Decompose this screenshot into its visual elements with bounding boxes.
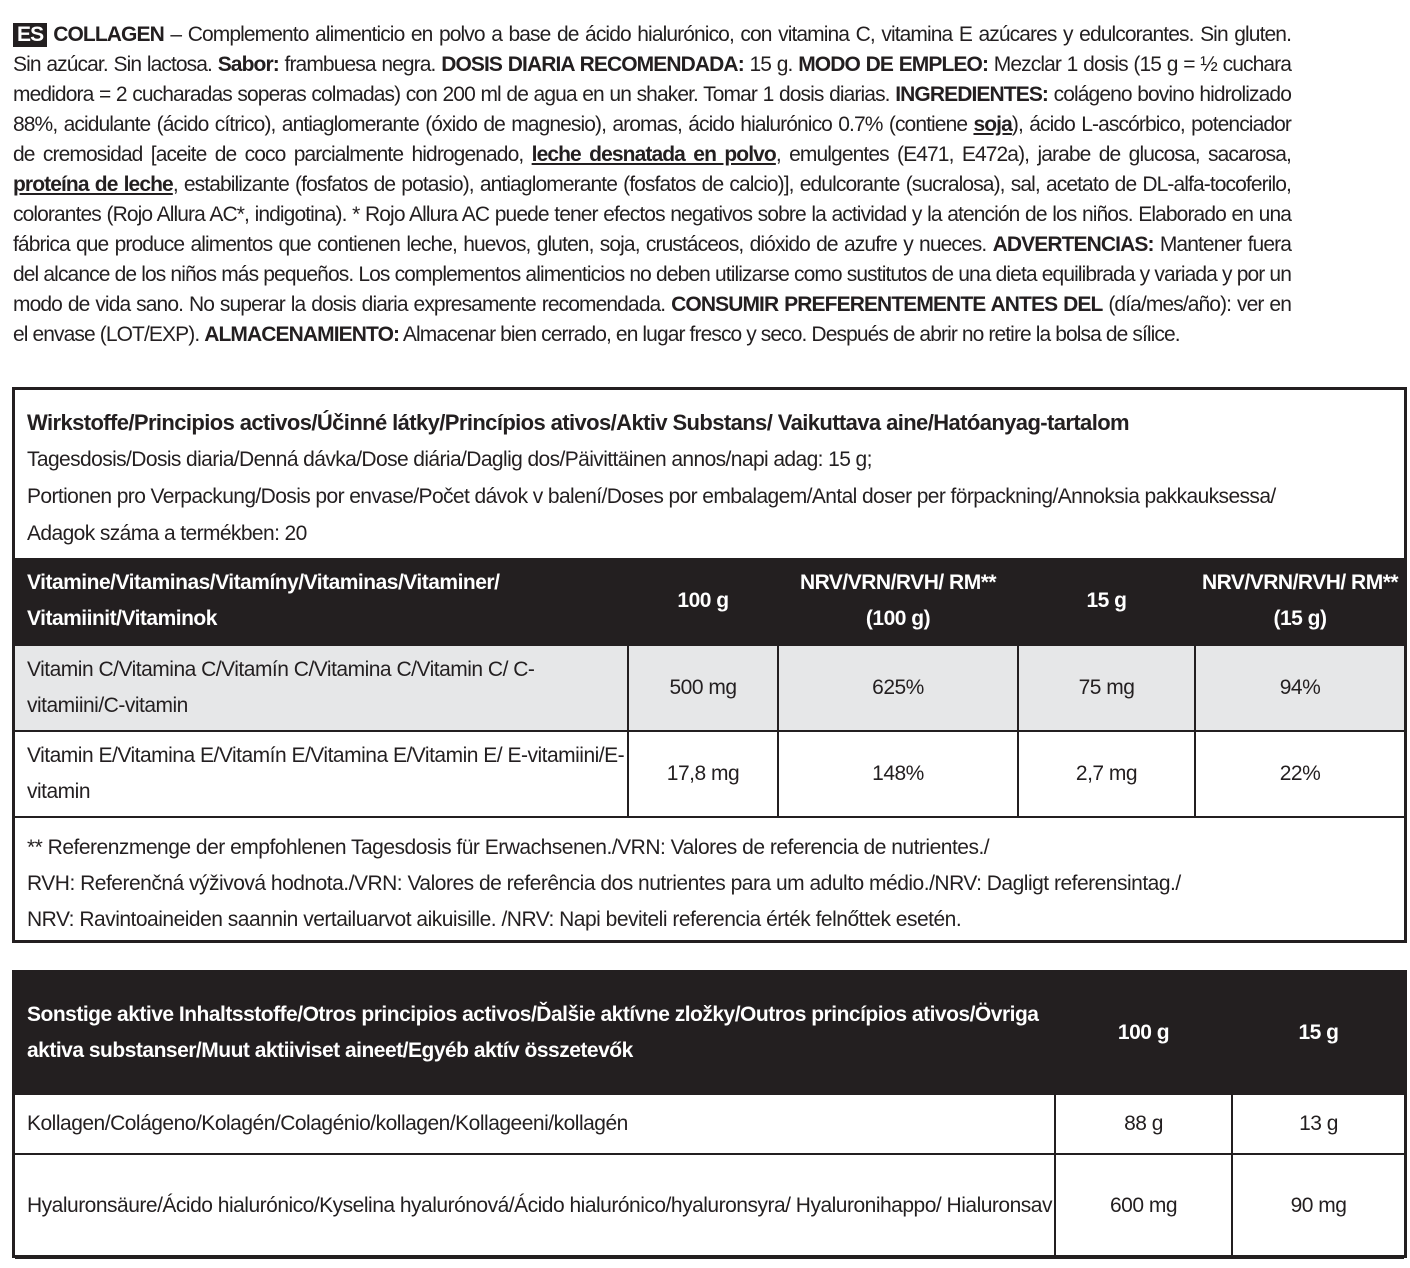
column-header: 15 g: [1018, 558, 1195, 645]
column-header: Vitamine/Vitaminas/Vitamíny/Vitaminas/Vitaminer/ Vitamiinit/Vitaminok: [15, 558, 628, 645]
allergen-milk-powder: leche desnatada en polvo: [531, 143, 776, 166]
allergen-milk-protein: proteína de leche: [13, 173, 173, 196]
vitamins-table: [15, 558, 1404, 818]
table-cell: 22%: [1195, 731, 1404, 817]
best-before-text: (día/mes/año): ver en el envase (LOT/EXP).: [13, 293, 1291, 346]
table-cell: 600 mg: [1055, 1154, 1232, 1258]
footnote-line: ** Referenzmenge der empfohlenen Tagesdosis für Erwachsenen./VRN: Valores de referencia de nutrientes./: [27, 836, 990, 859]
warnings-label: ADVERTENCIAS:: [992, 233, 1154, 256]
product-description: [13, 20, 1291, 350]
ingredients-text: , emulgentes (E471, E472a), jarabe de glucosa, sacarosa,: [775, 143, 1291, 166]
product-name: COLLAGEN: [53, 23, 164, 46]
column-header: 100 g: [628, 558, 778, 645]
table-header-row: [15, 558, 1404, 645]
table-cell: 500 mg: [628, 645, 778, 731]
best-before-label: CONSUMIR PREFERENTEMENTE ANTES DEL: [671, 293, 1103, 316]
column-header: 15 g: [1232, 973, 1404, 1094]
nutrient-name: Vitamin C/Vitamina C/Vitamín C/Vitamina C/Vitamin C/ C-vitamiini/C-vitamin: [15, 645, 628, 731]
table-cell: 90 mg: [1232, 1154, 1404, 1258]
table-row: [15, 645, 1404, 731]
storage-text: Almacenar bien cerrado, en lugar fresco y seco. Después de abrir no retire la bolsa de sílice.: [399, 323, 1180, 346]
table-row: [15, 1094, 1404, 1154]
table-cell: 625%: [778, 645, 1018, 731]
table-cell: 75 mg: [1018, 645, 1195, 731]
storage-label: ALMACENAMIENTO:: [204, 323, 400, 346]
column-header: NRV/VRN/RVH/ RM** (100 g): [778, 558, 1018, 645]
usage-label: MODO DE EMPLEO:: [798, 53, 989, 76]
footnote-block: [15, 818, 1404, 950]
ingredients-text: , estabilizante (fosfatos de potasio), antiaglomerante (fosfatos de calcio)], edulcorante (sucralosa), sal, acetato de DL-alfa-tocoferilo, colorantes (Rojo Allura AC*, indigotina). * Rojo Allura AC puede tener efectos negativos sobre la actividad y la atención de los niños. Elaborado en una fábrica que produce alimentos que contienen leche, huevos, gluten, soja, crustáceos, dióxido de azufre y nueces.: [13, 173, 1291, 256]
ingredient-name: Kollagen/Colágeno/Kolagén/Colagénio/kollagen/Kollageeni/kollagén: [15, 1094, 1055, 1154]
table-cell: 94%: [1195, 645, 1404, 731]
column-header: Sonstige aktive Inhaltsstoffe/Otros principios activos/Ďalšie aktívne zložky/Outros princípios ativos/Övriga aktiva substanser/Muut aktiiviset aineet/Egyéb aktív összetevők: [15, 973, 1055, 1094]
footnote-line: NRV: Ravintoaineiden saannin vertailuarvot aikuisille. /NRV: Napi beviteli referencia érték felnőttek esetén.: [27, 908, 962, 931]
table-row: [15, 731, 1404, 817]
dose-text: 15 g.: [743, 53, 799, 76]
table-cell: 2,7 mg: [1018, 731, 1195, 817]
active-ingredients-box: [12, 387, 1407, 943]
flavor-text: frambuesa negra.: [278, 53, 442, 76]
dose-label: DOSIS DIARIA RECOMENDADA:: [441, 53, 744, 76]
ingredient-name: Hyaluronsäure/Ácido hialurónico/Kyselina hyalurónová/Ácido hialurónico/hyaluronsyra/ Hyaluronihappo/ Hialuronsav: [15, 1154, 1055, 1258]
table-cell: 148%: [778, 731, 1018, 817]
description-text: – Complemento alimenticio en polvo a base de ácido hialurónico, con vitamina C, vitamina E azúcares y edulcorantes. Sin gluten. Sin azúcar. Sin lactosa.: [13, 23, 1291, 76]
nutrient-name: Vitamin E/Vitamina E/Vitamín E/Vitamina E/Vitamin E/ E-vitamiini/E-vitamin: [15, 731, 628, 817]
column-header: NRV/VRN/RVH/ RM** (15 g): [1195, 558, 1404, 645]
daily-dose-line: Tagesdosis/Dosis diaria/Denná dávka/Dose diária/Daglig dos/Päivittäinen annos/napi adag: 15 g;: [27, 448, 872, 471]
language-badge: ES: [13, 23, 47, 47]
table-cell: 88 g: [1055, 1094, 1232, 1154]
table-row: [15, 1154, 1404, 1258]
column-header: 100 g: [1055, 973, 1232, 1094]
servings-count-line: Adagok száma a termékben: 20: [27, 522, 307, 545]
ingredients-text: colágeno bovino hidrolizado 88%, acidulante (ácido cítrico), antiaglomerante (óxido de magnesio), aromas, ácido hialurónico 0.7% (contiene: [13, 83, 1291, 136]
table-cell: 13 g: [1232, 1094, 1404, 1154]
other-ingredients-box: [12, 970, 1407, 1258]
table-cell: 17,8 mg: [628, 731, 778, 817]
flavor-label: Sabor:: [217, 53, 279, 76]
ingredients-label: INGREDIENTES:: [895, 83, 1049, 106]
ingredients-text: ), ácido L-ascórbico, potenciador de cremosidad [aceite de coco parcialmente hidrogenado,: [13, 113, 1291, 166]
footnote-line: RVH: Referenčná výživová hodnota./VRN: Valores de referência dos nutrientes para um adulto médio./NRV: Dagligt referensintag./: [27, 872, 1181, 895]
allergen-soja: soja: [973, 113, 1012, 136]
servings-line: Portionen pro Verpackung/Dosis por envase/Počet dávok v balení/Doses por embalagem/Antal doser per förpackning/Annoksia pakkauksessa/: [27, 485, 1276, 508]
active-ingredients-header: [15, 390, 1404, 558]
table-header-row: [15, 973, 1404, 1094]
usage-text: Mezclar 1 dosis (15 g = ½ cuchara medidora = 2 cucharadas soperas colmadas) con 200 ml de agua en un shaker. Tomar 1 dosis diarias.: [13, 53, 1292, 106]
other-ingredients-table: [15, 973, 1404, 1259]
warnings-text: Mantener fuera del alcance de los niños más pequeños. Los complementos alimenticios no deben utilizarse como sustitutos de una dieta equilibrada y variada y por un modo de vida sano. No superar la dosis diaria expresamente recomendada.: [13, 233, 1291, 316]
active-ingredients-title: Wirkstoffe/Principios activos/Účinné látky/Princípios ativos/Aktiv Substans/ Vaikuttava aine/Hatóanyag-tartalom: [27, 410, 1130, 435]
